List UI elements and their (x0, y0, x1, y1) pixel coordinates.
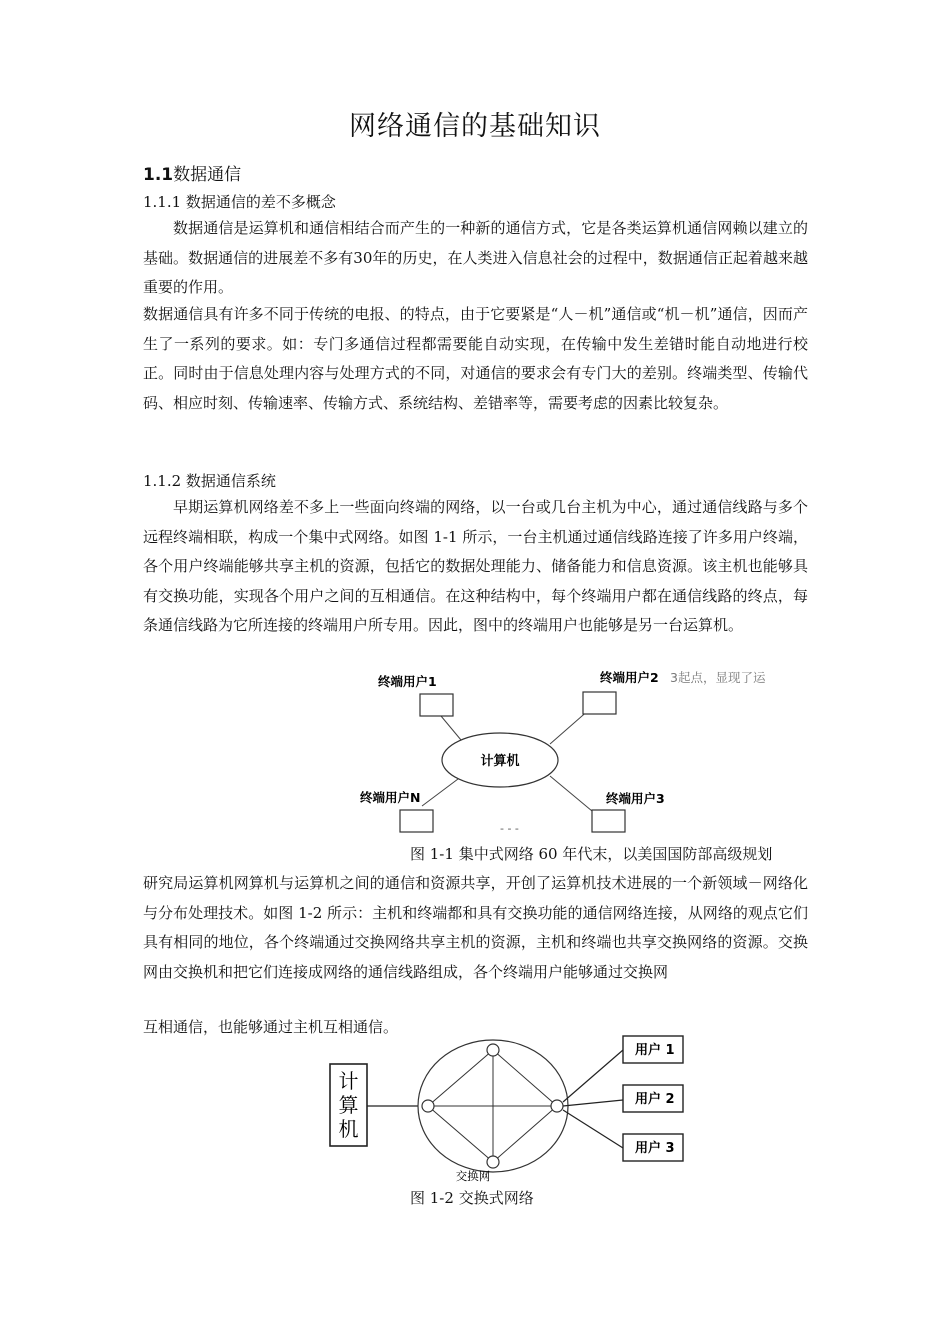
figure-centralized-network (340, 666, 810, 840)
terminal-box-n (400, 810, 433, 832)
terminal-label-1: 终端用户1 (378, 674, 437, 689)
section-label: 数据通信 (173, 165, 242, 185)
figure-1-caption: 图 1-1 集中式网络 60 年代末，以美国国防部高级规划 (410, 845, 773, 863)
user-label-1: 用户 1 (635, 1043, 675, 1058)
terminal-label-n: 终端用户N (360, 790, 421, 805)
terminal-box-3 (592, 810, 625, 832)
subsection-heading-2: 1.1.2 数据通信系统 (143, 472, 276, 490)
switch-node-top (487, 1044, 499, 1056)
section-number: 1.1 (143, 165, 174, 185)
terminal-box-1 (420, 694, 453, 716)
figure-2-caption: 图 1-2 交换式网络 (410, 1189, 534, 1207)
section-heading (143, 160, 241, 185)
paragraph-3: 早期运算机网络差不多上一些面向终端的网络，以一台或几台主机为中心，通过通信线路与多个远程终端相联，构成一个集中式网络。如图 1-1 所示，一台主机通过通信线路连接了许多用户终端，各个用户终端能够共享主机的资源，包括它的数据处理能力、储备能力和信息资源。该主机也能够具有交换功能，实现各个用户之间的互相通信。在这种结构中，每个终端用户都在通信线路的终点，每条通信线路为它所连接的终端用户所专用。因此，图中的终端用户也能够是另一台运算机。 (143, 498, 808, 634)
computer-label: 计算机 (480, 754, 520, 769)
user-label-2: 用户 2 (635, 1092, 675, 1107)
ellipsis-dots: - - - (500, 822, 519, 835)
network-label: 交换网 (455, 1169, 491, 1183)
paragraph-4: 研究局运算机网算机与运算机之间的通信和资源共享，开创了运算机技术进展的一个新领域－网络化与分布处理技术。如图 1-2 所示：主机和终端都和具有交换功能的通信网络连接，从网络的观点它们具有相同的地位，各个终端通过交换网络共享主机的资源，主机和终端也共享交换网络的资源。交换网由交换机和把它们连接成网络的通信线路组成，各个终端用户能够通过交换网 (143, 874, 808, 981)
paragraph-1: 数据通信是运算机和通信相结合而产生的一种新的通信方式，它是各类运算机通信网赖以建立的基础。数据通信的进展差不多有30年的历史，在人类进入信息社会的过程中，数据通信正起着越来越重要的作用。 (143, 219, 808, 296)
figure-switched-network (325, 1030, 685, 1186)
subsection-heading-1: 1.1.1 数据通信的差不多概念 (143, 193, 336, 211)
terminal-label-3: 终端用户3 (606, 791, 665, 806)
switch-node-bottom (487, 1156, 499, 1168)
computer-char-3: 机 (338, 1117, 359, 1141)
computer-char-1: 计 (338, 1069, 359, 1093)
paragraph-5: 互相通信，也能够通过主机互相通信。 (143, 1018, 399, 1036)
user-label-3: 用户 3 (635, 1141, 675, 1156)
computer-char-2: 算 (338, 1093, 359, 1117)
overlap-text: 3起点，显现了运 (670, 670, 766, 685)
paragraph-2: 数据通信具有许多不同于传统的电报、的特点，由于它要紧是“人－机”通信或“机－机”通信，因而产生了一系列的要求。如：专门多通信过程都需要能自动实现，在传输中发生差错时能自动地进行校正。同时由于信息处理内容与处理方式的不同，对通信的要求会有专门大的差别。终端类型、传输代码、相应时刻、传输速率、传输方式、系统结构、差错率等，需要考虑的因素比较复杂。 (143, 305, 808, 412)
terminal-box-2 (583, 692, 616, 714)
switch-node-right (551, 1100, 563, 1112)
switch-node-left (422, 1100, 434, 1112)
page-title: 网络通信的基础知识 (349, 111, 601, 142)
terminal-label-2: 终端用户2 (600, 670, 659, 685)
